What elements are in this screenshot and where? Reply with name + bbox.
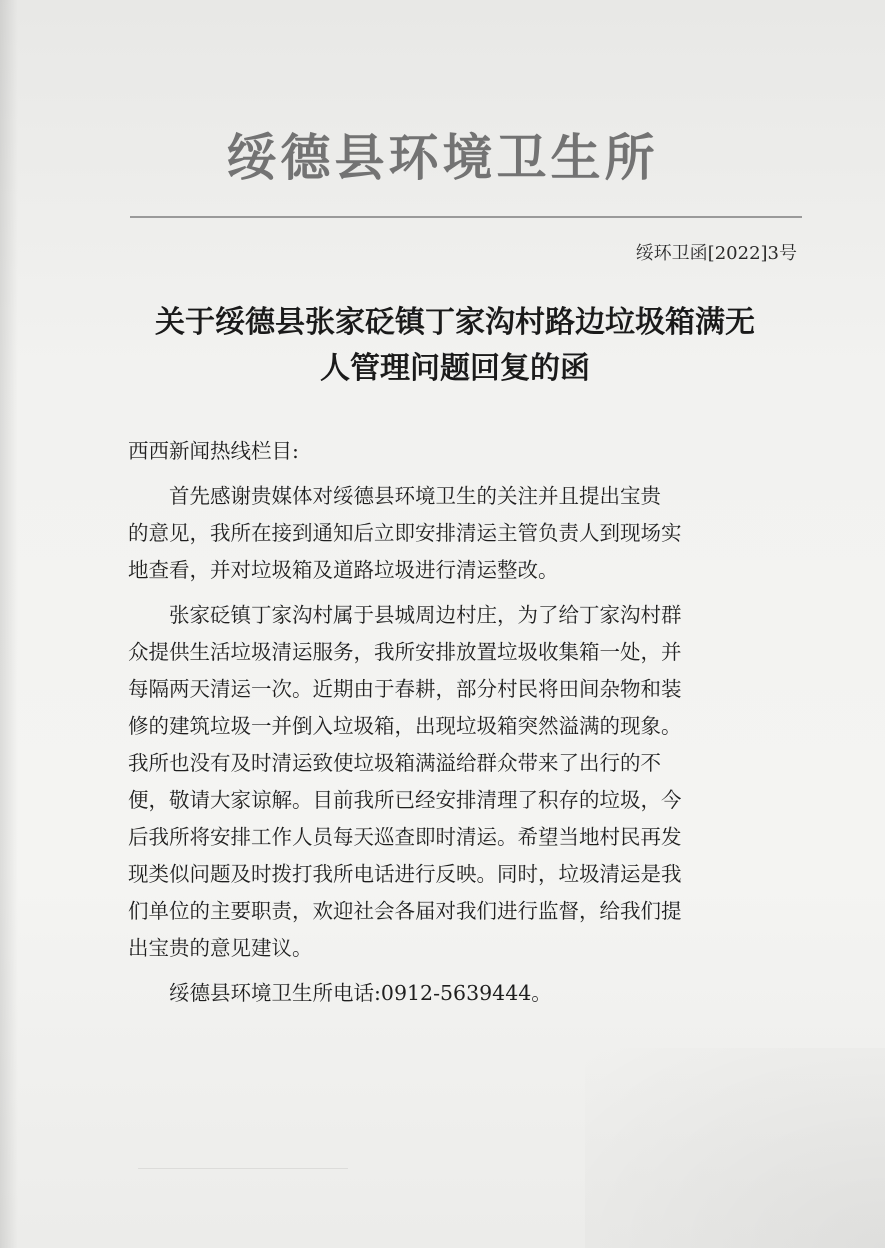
paragraph-line: 每隔两天清运一次。近期由于春耕，部分村民将田间杂物和装 <box>128 677 682 701</box>
document-title-line: 关于绥德县张家砭镇丁家沟村路边垃圾箱满无 <box>155 305 755 340</box>
document-number: 绥环卫函[2022]3号 <box>635 243 797 264</box>
letterhead-rule <box>130 216 802 218</box>
paragraph-line: 现类似问题及时拨打我所电话进行反映。同时，垃圾清运是我 <box>128 862 682 886</box>
paragraph-line: 张家砭镇丁家沟村属于县城周边村庄，为了给丁家沟村群 <box>169 603 682 627</box>
paragraph-1 <box>128 478 808 589</box>
paragraph-line: 修的建筑垃圾一并倒入垃圾箱，出现垃圾箱突然溢满的现象。 <box>128 714 682 738</box>
contact-phone: 绥德县环境卫生所电话:0912-5639444。 <box>169 981 552 1005</box>
organization-letterhead: 绥德县环境卫生所 <box>226 129 659 187</box>
document-title-line: 人管理问题回复的函 <box>320 351 590 386</box>
paragraph-line: 们单位的主要职责，欢迎社会各届对我们进行监督，给我们提 <box>128 899 682 923</box>
paragraph-2 <box>128 597 808 967</box>
paragraph-line: 地查看，并对垃圾箱及道路垃圾进行清运整改。 <box>128 558 559 582</box>
paragraph-line: 后我所将安排工作人员每天巡查即时清运。希望当地村民再发 <box>128 825 682 849</box>
paragraph-line: 出宝贵的意见建议。 <box>128 936 313 960</box>
paragraph-line: 众提供生活垃圾清运服务，我所安排放置垃圾收集箱一处，并 <box>128 640 682 664</box>
faint-divider <box>138 1168 348 1169</box>
salutation: 西西新闻热线栏目: <box>128 439 299 463</box>
paragraph-line: 首先感谢贵媒体对绥德县环境卫生的关注并且提出宝贵 <box>169 484 661 508</box>
page-corner-shade <box>585 1048 885 1248</box>
paragraph-line: 便，敬请大家谅解。目前我所已经安排清理了积存的垃圾，今 <box>128 788 682 812</box>
document-title <box>110 300 800 392</box>
paragraph-line: 我所也没有及时清运致使垃圾箱满溢给群众带来了出行的不 <box>128 751 661 775</box>
paragraph-line: 的意见，我所在接到通知后立即安排清运主管负责人到现场实 <box>128 521 682 545</box>
letter-body <box>128 433 808 1012</box>
